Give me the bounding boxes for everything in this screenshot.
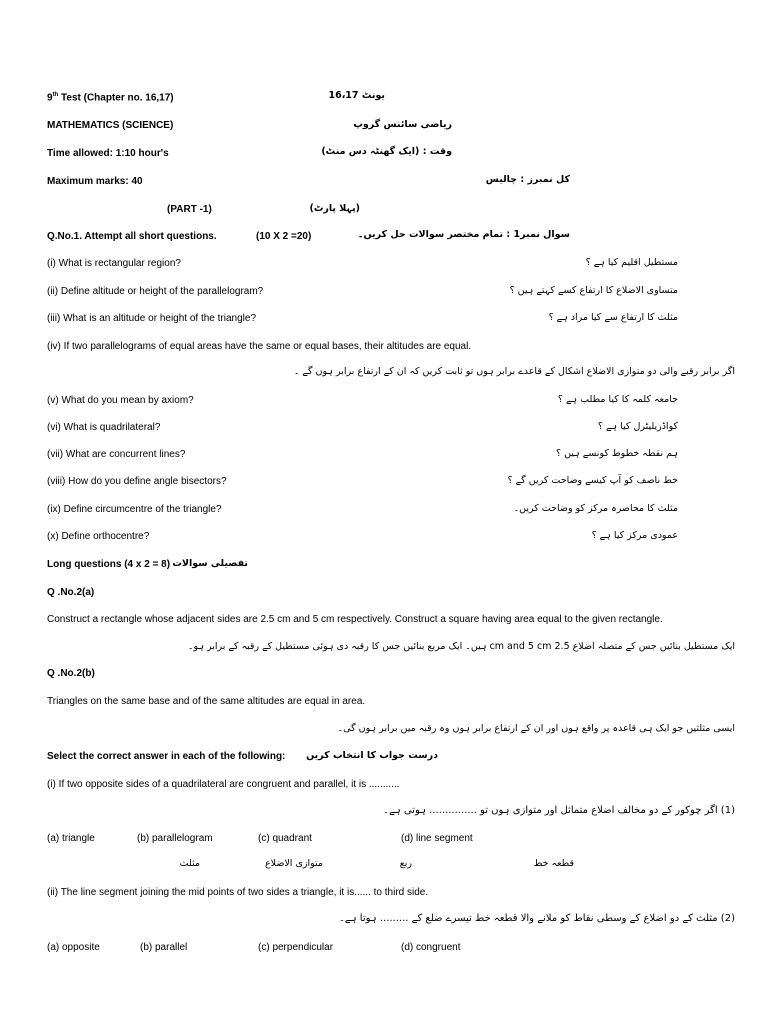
mcq-title-urdu: درست جواب کا انتخاب کریں bbox=[306, 750, 438, 761]
q1-item-2-urdu: متساوی الاضلاع کا ارتفاع کسے کہتے ہیں ؟ bbox=[509, 285, 678, 296]
mcq-q1-option-c-urdu: ربع bbox=[399, 858, 412, 869]
long-questions-title: Long questions (4 x 2 = 8) bbox=[47, 559, 171, 570]
mcq-q1-option-a-urdu: مثلث bbox=[179, 858, 200, 869]
q1-item-4-urdu: اگر برابر رقبے والی دو متوازی الاضلاع اشکال کے قاعدے برابر ہوں تو ثابت کریں کہ ان کے ارتفاع برابر ہوں گے ۔ bbox=[293, 366, 735, 377]
mcq-q2-option-a: (a) opposite bbox=[47, 942, 100, 953]
q1-item-9-urdu: مثلث کا محاصرہ مرکز کو وضاحت کریں۔ bbox=[513, 503, 678, 514]
maximum-marks: Maximum marks: 40 bbox=[47, 176, 143, 187]
q1-title-urdu: سوال نمبر1 : تمام مختصر سوالات حل کریں۔ bbox=[357, 229, 570, 240]
mcq-q1-option-d: (d) line segment bbox=[401, 833, 473, 844]
mcq-q2-option-d: (d) congruent bbox=[401, 942, 461, 953]
subject-title-urdu: ریاضی سائنس گروپ bbox=[353, 119, 452, 130]
maximum-marks-urdu: کل نمبرز : چالیس bbox=[485, 174, 570, 185]
test-title: 9th Test (Chapter no. 16,17) bbox=[47, 92, 174, 104]
time-allowed: Time allowed: 1:10 hour's bbox=[47, 148, 169, 159]
mcq-title: Select the correct answer in each of the following: bbox=[47, 751, 286, 762]
q1-item-7-urdu: ہم نقطہ خطوط کونسے ہیں ؟ bbox=[556, 448, 678, 459]
q1-item-1: (i) What is rectangular region? bbox=[47, 258, 181, 269]
subject-title: MATHEMATICS (SCIENCE) bbox=[47, 120, 174, 131]
q1-item-3-urdu: مثلث کا ارتفاع سے کیا مراد ہے ؟ bbox=[548, 312, 678, 323]
q1-item-1-urdu: مستطیل اقلیم کیا ہے ؟ bbox=[585, 257, 678, 268]
q2a-label: Q .No.2(a) bbox=[47, 587, 95, 598]
q2a-text-urdu: ایک مستطیل بنائیں جس کے متصلہ اضلاع 2.5 cm and 5 cm ہیں۔ ایک مربع بنائیں جس کا رقبہ دی ہوئی مستطیل کے رقبہ کے برابر ہو۔ bbox=[187, 641, 735, 652]
mcq-q2-urdu: (2) مثلث کے دو اضلاع کے وسطی نقاط کو ملانے والا قطعہ خط تیسرے ضلع کے ......... ہوتا ہے۔ bbox=[339, 913, 735, 924]
mcq-q1-option-b-urdu: متوازی الاضلاع bbox=[264, 858, 323, 869]
mcq-q2: (ii) The line segment joining the mid points of two sides a triangle, it is...... to third side. bbox=[47, 887, 429, 898]
q1-item-8-urdu: خط ناصف کو آپ کیسے وضاحت کریں گے ؟ bbox=[507, 475, 678, 486]
q1-marks: (10 X 2 =20) bbox=[256, 231, 312, 242]
part-label: (PART -1) bbox=[167, 204, 212, 215]
q1-item-6-urdu: کواڈریلیٹرل کیا ہے ؟ bbox=[597, 421, 678, 432]
q1-item-7: (vii) What are concurrent lines? bbox=[47, 449, 186, 460]
mcq-q1-option-d-urdu: قطعہ خط bbox=[533, 858, 574, 869]
q2b-text-urdu: ایسی مثلثیں جو ایک ہی قاعدہ پر واقع ہوں اور ان کے ارتفاع برابر ہوں وہ رقبہ میں برابر ہوں گی۔ bbox=[337, 723, 735, 734]
mcq-q1: (i) If two opposite sides of a quadrilateral are congruent and parallel, it is ........... bbox=[47, 779, 400, 790]
q1-item-4: (iv) If two parallelograms of equal areas have the same or equal bases, their altitudes are equal. bbox=[47, 341, 472, 352]
mcq-q1-option-c: (c) quadrant bbox=[258, 833, 312, 844]
q2b-text: Triangles on the same base and of the same altitudes are equal in area. bbox=[47, 696, 366, 707]
q2b-label: Q .No.2(b) bbox=[47, 668, 95, 679]
mcq-q1-urdu: (1) اگر چوکور کے دو مخالف اضلاع متماثل اور متوازی ہوں تو ............... ہوتی ہے۔ bbox=[383, 805, 735, 816]
q1-item-6: (vi) What is quadrilateral? bbox=[47, 422, 161, 433]
q1-title: Q.No.1. Attempt all short questions. bbox=[47, 231, 217, 242]
mcq-q2-option-b: (b) parallel bbox=[140, 942, 188, 953]
mcq-q1-option-b: (b) parallelogram bbox=[137, 833, 213, 844]
q1-item-9: (ix) Define circumcentre of the triangle? bbox=[47, 504, 222, 515]
time-allowed-urdu: وقت : (ایک گھنٹہ دس منٹ) bbox=[321, 146, 452, 157]
q1-item-3: (iii) What is an altitude or height of the triangle? bbox=[47, 313, 256, 324]
long-questions-title-urdu: تفصیلی سوالات bbox=[172, 558, 248, 569]
q1-item-5-urdu: جامعہ کلمہ کا کیا مطلب ہے ؟ bbox=[557, 394, 678, 405]
q1-item-10-urdu: عمودی مرکز کیا ہے ؟ bbox=[591, 530, 678, 541]
unit-label-urdu: یونٹ 16،17 bbox=[328, 90, 385, 101]
q1-item-2: (ii) Define altitude or height of the parallelogram? bbox=[47, 286, 264, 297]
q2a-text: Construct a rectangle whose adjacent sides are 2.5 cm and 5 cm respectively. Construct a square having area equal to the given rectangle. bbox=[47, 614, 663, 625]
mcq-q1-option-a: (a) triangle bbox=[47, 833, 95, 844]
q1-item-8: (viii) How do you define angle bisectors? bbox=[47, 476, 227, 487]
part-label-urdu: (پہلا پارٹ) bbox=[309, 203, 360, 214]
q1-item-10: (x) Define orthocentre? bbox=[47, 531, 150, 542]
mcq-q2-option-c: (c) perpendicular bbox=[258, 942, 334, 953]
q1-item-5: (v) What do you mean by axiom? bbox=[47, 395, 194, 406]
